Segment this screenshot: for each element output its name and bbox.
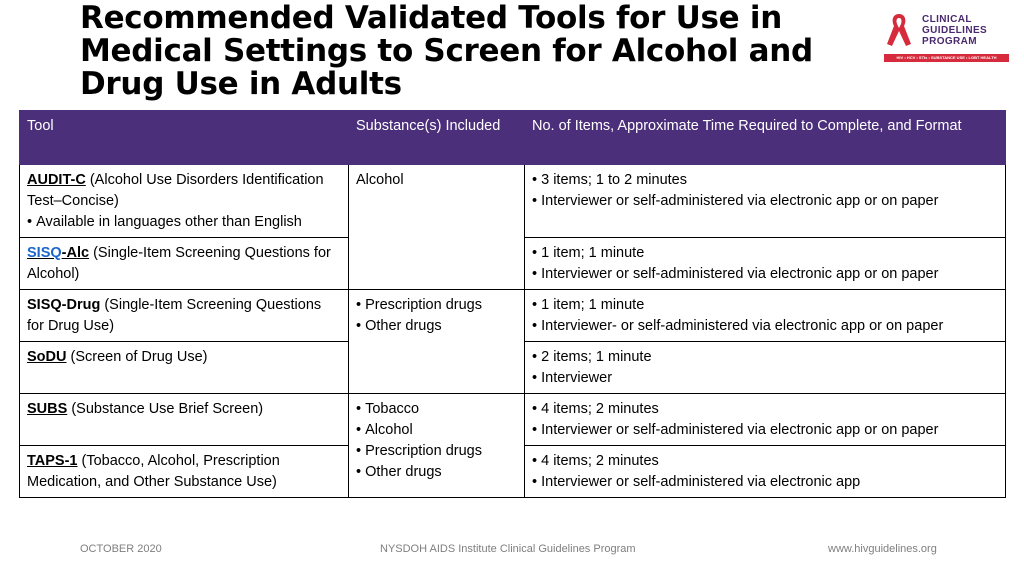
table-header-row	[20, 111, 1006, 165]
format-bullet: • Interviewer or self-administered via electronic app	[532, 474, 861, 490]
format-bullet: • Interviewer or self-administered via electronic app or on paper	[532, 266, 939, 282]
tool-description: (Screen of Drug Use)	[66, 349, 208, 365]
tool-cell-subs	[20, 394, 349, 446]
substance-item: • Prescription drugs	[356, 297, 482, 313]
items-cell	[525, 238, 1006, 290]
table-row	[20, 165, 1006, 238]
format-bullet: • Interviewer- or self-administered via electronic app or on paper	[532, 318, 944, 334]
format-bullet: • Interviewer or self-administered via electronic app or on paper	[532, 193, 939, 209]
tool-description: (Single-Item Screening Questions for Drug Use)	[27, 297, 322, 334]
tool-name-sisq-drug: SISQ-Drug	[27, 297, 101, 313]
substance-item: • Alcohol	[356, 422, 413, 438]
table-row	[20, 290, 1006, 342]
items-bullet: • 4 items; 2 minutes	[532, 401, 659, 417]
tool-link-subs[interactable]: SUBS	[27, 401, 68, 417]
tool-link-sisq-alc[interactable]: SISQ-Alc	[27, 245, 90, 261]
substance-item: • Other drugs	[356, 464, 442, 480]
tool-cell-audit-c	[20, 165, 349, 238]
substances-cell-multi	[349, 394, 525, 498]
substance-item: • Tobacco	[356, 401, 420, 417]
tool-link-audit-c[interactable]: AUDIT-C	[27, 172, 86, 188]
items-cell	[525, 290, 1006, 342]
format-bullet: • Interviewer or self-administered via electronic app or on paper	[532, 422, 939, 438]
logo-line-2: GUIDELINES	[922, 25, 988, 36]
column-header-tool: Tool	[20, 111, 349, 165]
footer-org: NYSDOH AIDS Institute Clinical Guidelines Program	[380, 543, 636, 555]
tool-note: • Available in languages other than English	[27, 214, 302, 230]
screening-tools-table	[19, 110, 1006, 498]
substances-cell-alcohol	[349, 165, 525, 290]
items-cell	[525, 342, 1006, 394]
format-bullet: • Interviewer	[532, 370, 613, 386]
tool-link-sodu[interactable]: SoDU	[27, 349, 67, 365]
items-cell	[525, 394, 1006, 446]
tool-cell-taps-1	[20, 446, 349, 498]
awareness-ribbon-icon	[884, 12, 914, 48]
items-cell	[525, 165, 1006, 238]
logo-line-3: PROGRAM	[922, 36, 978, 47]
tool-description: (Substance Use Brief Screen)	[67, 401, 264, 417]
table-row	[20, 394, 1006, 446]
items-bullet: • 3 items; 1 to 2 minutes	[532, 172, 687, 188]
logo-tagline: HIV • HCV • STIs • SUBSTANCE USE • LGBT HEALTH	[884, 54, 1009, 62]
items-bullet: • 1 item; 1 minute	[532, 245, 645, 261]
items-bullet: • 2 items; 1 minute	[532, 349, 652, 365]
tool-link-taps-1[interactable]: TAPS-1	[27, 453, 78, 469]
tool-cell-sisq-drug	[20, 290, 349, 342]
page-title: Recommended Validated Tools for Use in Medical Settings to Screen for Alcohol and Drug Use in Adults	[80, 0, 813, 102]
tool-description: (Alcohol Use Disorders Identification Test–Concise)	[27, 172, 324, 209]
items-bullet: • 4 items; 2 minutes	[532, 453, 659, 469]
clinical-guidelines-program-logo[interactable]	[884, 8, 1009, 64]
items-bullet: • 1 item; 1 minute	[532, 297, 645, 313]
substance-item: Alcohol	[356, 172, 404, 188]
footer-date: OCTOBER 2020	[80, 543, 162, 555]
tool-cell-sodu	[20, 342, 349, 394]
substance-item: • Other drugs	[356, 318, 442, 334]
substance-item: • Prescription drugs	[356, 443, 482, 459]
logo-wordmark	[922, 14, 987, 47]
column-header-items: No. of Items, Approximate Time Required to Complete, and Format	[525, 111, 1006, 165]
tool-cell-sisq-alc	[20, 238, 349, 290]
substances-cell-drugs	[349, 290, 525, 394]
footer-url[interactable]: www.hivguidelines.org	[828, 543, 937, 555]
tool-description: (Single-Item Screening Questions for Alcohol)	[27, 245, 331, 282]
items-cell	[525, 446, 1006, 498]
logo-line-1: CLINICAL	[922, 14, 972, 25]
column-header-substances: Substance(s) Included	[349, 111, 525, 165]
tool-description: (Tobacco, Alcohol, Prescription Medication, and Other Substance Use)	[27, 453, 280, 490]
